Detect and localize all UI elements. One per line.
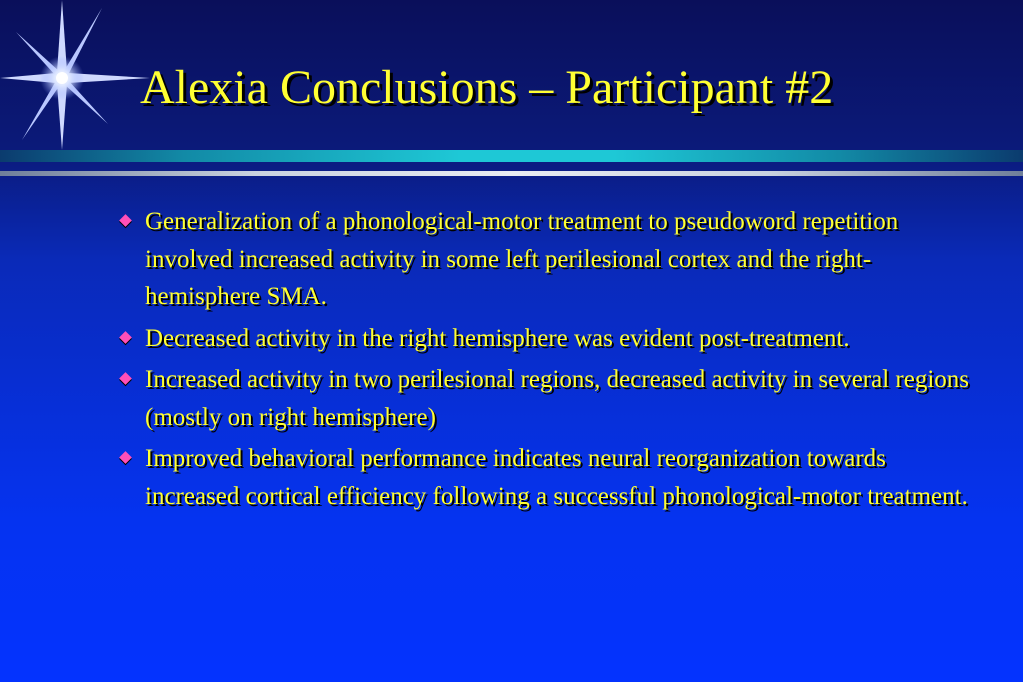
teal-accent-bar bbox=[0, 150, 1023, 162]
diamond-bullet-icon bbox=[119, 372, 132, 385]
silver-accent-bar bbox=[0, 171, 1023, 176]
title-divider bbox=[0, 150, 1023, 180]
bullet-text: Increased activity in two perilesional regions, decreased activity in several regions (mostly on right hemisphere) bbox=[145, 366, 969, 431]
bullet-item bbox=[118, 320, 978, 358]
bullet-item bbox=[118, 361, 978, 436]
bullet-list bbox=[118, 203, 978, 519]
starburst-icon bbox=[0, 0, 150, 150]
diamond-bullet-icon bbox=[119, 331, 132, 344]
slide-title: Alexia Conclusions – Participant #2 bbox=[140, 61, 834, 114]
diamond-bullet-icon bbox=[119, 214, 132, 227]
bullet-text: Generalization of a phonological-motor treatment to pseudoword repetition involved increased activity in some left perilesional cortex and the right-hemisphere SMA. bbox=[145, 208, 899, 310]
bullet-text: Improved behavioral performance indicates neural reorganization towards increased cortical efficiency following a successful phonological-motor treatment. bbox=[145, 445, 968, 510]
bullet-item bbox=[118, 203, 978, 316]
diamond-bullet-icon bbox=[119, 451, 132, 464]
bullet-item bbox=[118, 440, 978, 515]
bullet-text: Decreased activity in the right hemisphere was evident post-treatment. bbox=[145, 324, 850, 352]
